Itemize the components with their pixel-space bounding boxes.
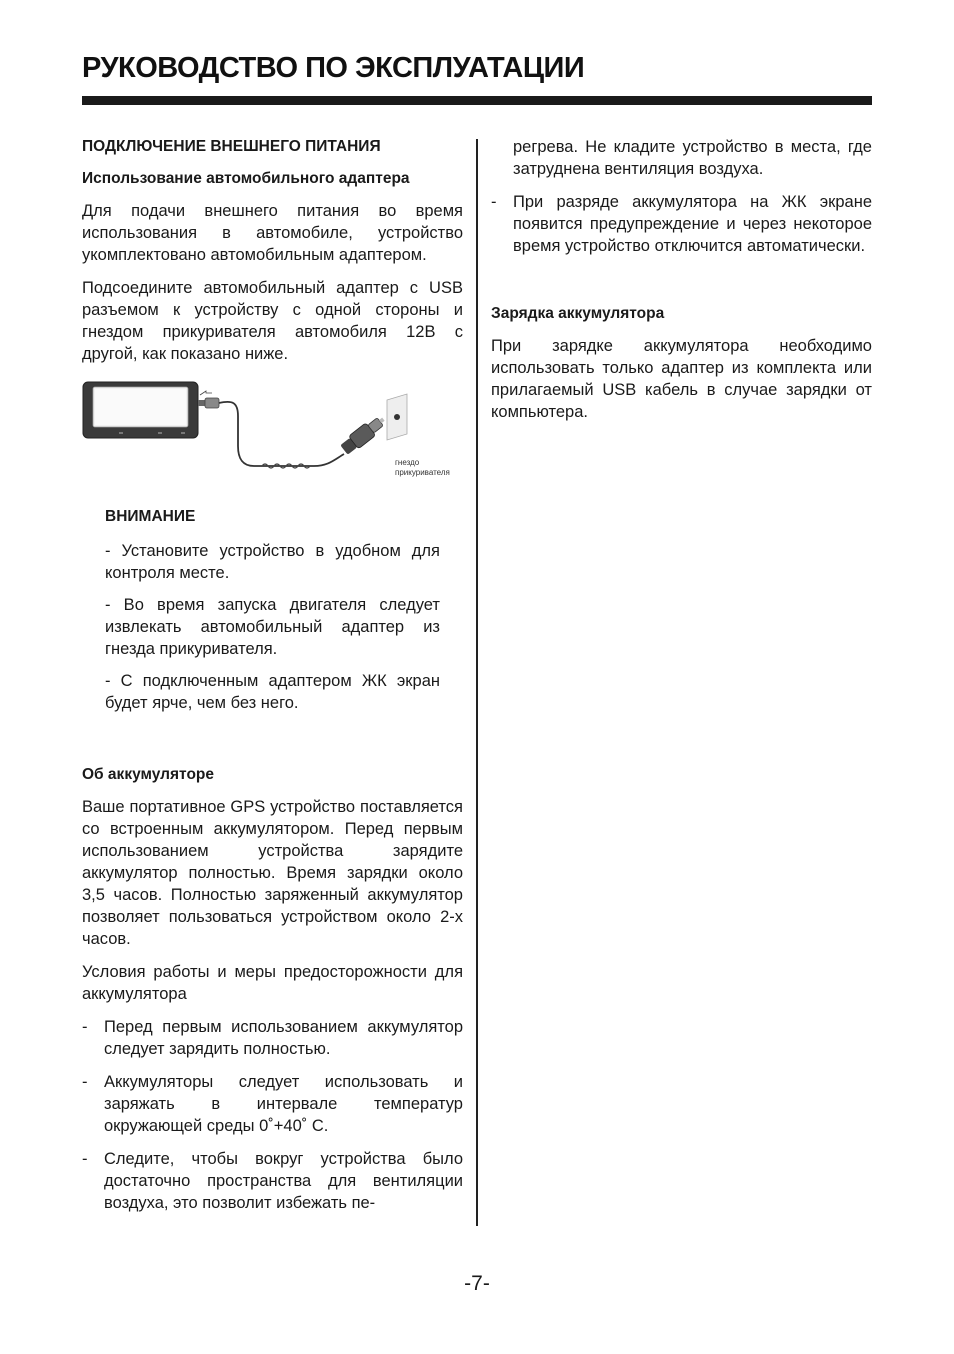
warning-heading: ВНИМАНИЕ: [105, 508, 196, 525]
paragraph-battery-info: Ваше портативное GPS устройство поставляется со встроенным аккумулятором. Перед первым использованием устройства зарядите аккумулятор полностью. Время зарядки около 3,5 часов. Полностью заряженный аккумулятор позволяет пользоваться устройством около 2-х часов.: [82, 798, 463, 948]
dash-marker: -: [491, 193, 497, 211]
cigarette-socket-icon: [387, 394, 407, 440]
warning-item: - Во время запуска двигателя следует извлекать автомобильный адаптер из гнезда прикуривателя.: [105, 596, 440, 658]
list-item: [491, 191, 872, 257]
paragraph-battery-charging: При зарядке аккумулятора необходимо использовать только адаптер из комплекта или прилагаемый USB кабель в случае зарядки от компьютера.: [491, 337, 872, 421]
list-item-text: Аккумуляторы следует использовать и заряжать в интервале температур окружающей среды 0˚+40˚ С.: [104, 1073, 463, 1135]
list-item: [82, 1071, 463, 1137]
warning-item: - С подключенным адаптером ЖК экран будет ярче, чем без него.: [105, 672, 440, 712]
usb-plug-icon: [198, 391, 219, 408]
subheading-about-battery: Об аккумуляторе: [82, 766, 214, 783]
list-item: [82, 1016, 463, 1060]
warning-block: [105, 506, 440, 714]
left-column: [82, 136, 463, 1225]
page-title: РУКОВОДСТВО ПО ЭКСПЛУАТАЦИИ: [82, 52, 585, 84]
list-item-text: При разряде аккумулятора на ЖК экране появится предупреждение и через некоторое время устройство отключится автоматически.: [513, 193, 872, 255]
paragraph-battery-conditions: Условия работы и меры предосторожности для аккумулятора: [82, 963, 463, 1003]
warning-item: - Установите устройство в удобном для контроля месте.: [105, 542, 440, 582]
list-item: [82, 1148, 463, 1214]
cable-icon: [219, 402, 344, 466]
battery-precautions-list-continued: [491, 191, 872, 257]
page-number: -7-: [464, 1272, 490, 1295]
continued-list-text: регрева. Не кладите устройство в места, где затруднена вентиляция воздуха.: [513, 138, 872, 178]
subheading-battery-charging: Зарядка аккумулятора: [491, 305, 665, 322]
gps-device-icon: [83, 382, 198, 438]
paragraph-adapter-connect: Подсоедините автомобильный адаптер с USB разъемом к устройству с одной стороны и гнездом прикуривателя автомобиля 12В с другой, как показано ниже.: [82, 279, 463, 363]
figure-label-socket-line1: гнездо: [395, 458, 420, 467]
car-adapter-illustration: [82, 376, 463, 496]
car-plug-icon: [339, 413, 388, 456]
list-item-text: Перед первым использованием аккумулятор следует зарядить полностью.: [104, 1018, 463, 1058]
column-divider: [476, 139, 478, 1226]
dash-marker: -: [82, 1073, 88, 1091]
dash-marker: -: [82, 1150, 88, 1168]
title-rule: [82, 96, 872, 105]
section-heading-external-power: ПОДКЛЮЧЕНИЕ ВНЕШНЕГО ПИТАНИЯ: [82, 138, 381, 155]
paragraph-adapter-intro: Для подачи внешнего питания во время использования в автомобиле, устройство укомплектовано автомобильным адаптером.: [82, 202, 463, 264]
right-column: [491, 136, 872, 434]
figure-label-socket-line2: прикуривателя: [395, 468, 450, 477]
list-item-text: Следите, чтобы вокруг устройства было достаточно пространства для вентиляции воздуха, это позволит избежать пе-: [104, 1150, 463, 1212]
subheading-car-adapter: Использование автомобильного адаптера: [82, 170, 410, 187]
dash-marker: -: [82, 1018, 88, 1036]
battery-precautions-list: [82, 1016, 463, 1214]
